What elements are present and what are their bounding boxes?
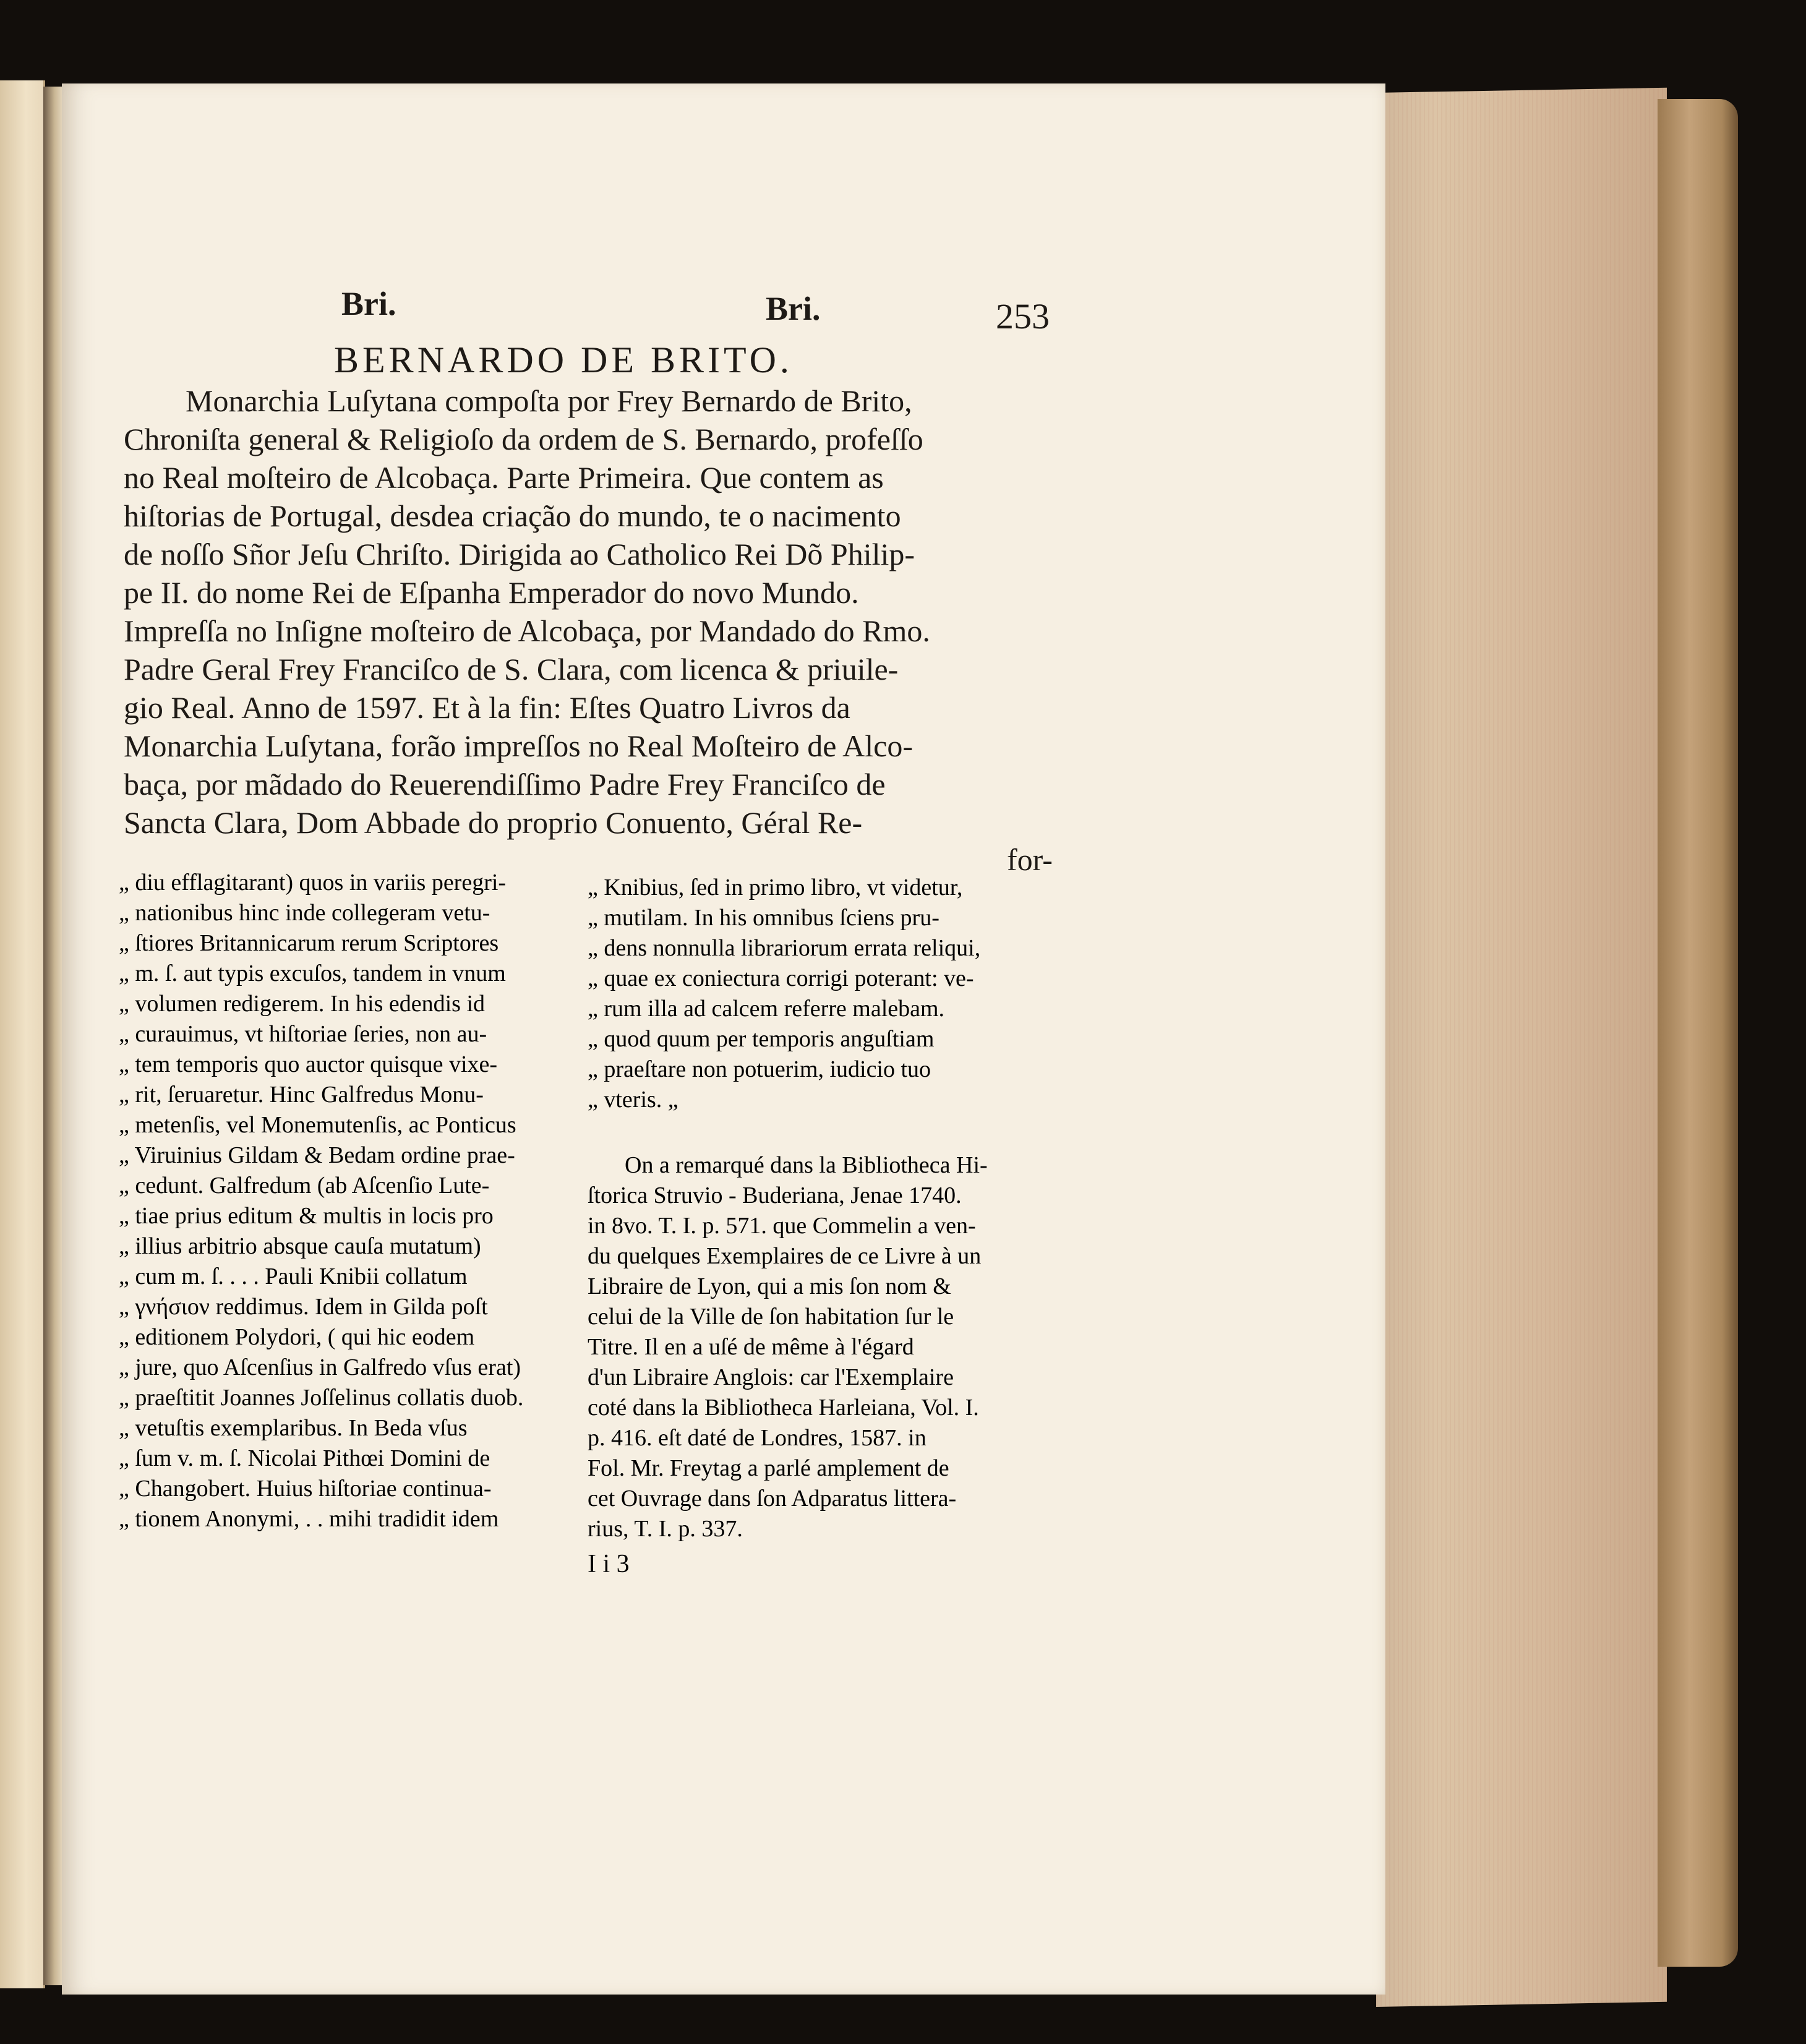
entry-line: Impreſſa no Inſigne moſteiro de Alcobaça, por Mandado do Rmo. [124, 614, 930, 648]
right-note-line: in 8vo. T. I. p. 571. que Commelin a ven- [588, 1213, 976, 1239]
left-column-line: „ jure, quo Aſcenſius in Galfredo vſus erat) [119, 1354, 521, 1380]
right-quote-line: „ vteris. „ [588, 1087, 678, 1113]
left-column-line: „ cedunt. Galfredum (ab Aſcenſio Lute- [119, 1173, 490, 1199]
left-column-line: „ praeſtitit Joannes Joſſelinus collatis duob. [119, 1385, 524, 1411]
left-column-line: „ curauimus, vt hiſtoriae ſeries, non au- [119, 1021, 487, 1047]
entry-line: Padre Geral Frey Franciſco de S. Clara, com licenca & priuile- [124, 652, 899, 686]
left-column-line: „ cum m. ſ. . . . Pauli Knibii collatum [119, 1264, 468, 1289]
entry-line: gio Real. Anno de 1597. Et à la fin: Eſtes Quatro Livros da [124, 690, 850, 725]
left-column-line: „ Viruinius Gildam & Bedam ordine prae- [119, 1142, 515, 1168]
entry-line: for- [1007, 842, 1053, 877]
left-column-line: „ tionem Anonymi, . . mihi tradidit idem [119, 1506, 499, 1532]
right-note-line: d'un Libraire Anglois: car l'Exemplaire [588, 1364, 954, 1390]
left-column-line: „ tiae prius editum & multis in locis pro [119, 1203, 494, 1229]
left-column-line: „ metenſis, vel Monemutenſis, ac Ponticus [119, 1112, 516, 1138]
right-quote-line: „ quod quum per temporis anguſtiam [588, 1026, 935, 1052]
left-column-line: „ tem temporis quo auctor quisque vixe- [119, 1051, 498, 1077]
running-head-center: Bri. [766, 290, 821, 327]
right-note-line: cet Ouvrage dans ſon Adparatus littera- [588, 1486, 957, 1512]
right-note-line: ſtorica Struvio - Buderiana, Jenae 1740. [588, 1182, 962, 1208]
entry-line: baça, por mãdado do Reuerendiſſimo Padre Frey Franciſco de [124, 767, 886, 802]
left-column-line: „ Changobert. Huius hiſtoriae continua- [119, 1476, 492, 1502]
right-note-line: On a remarqué dans la Bibliotheca Hi- [625, 1152, 988, 1178]
right-note-line: du quelques Exemplaires de ce Livre à un [588, 1243, 982, 1269]
left-column-line: „ rit, ſeruaretur. Hinc Galfredus Monu- [119, 1082, 484, 1108]
left-column-line: „ nationibus hinc inde collegeram vetu- [119, 900, 490, 926]
right-quote-line: „ rum illa ad calcem referre malebam. [588, 996, 945, 1022]
left-column-line: „ editionem Polydori, ( qui hic eodem [119, 1324, 475, 1350]
entry-line: Monarchia Luſytana, forão impreſſos no Real Moſteiro de Alco- [124, 729, 914, 763]
entry-line: no Real moſteiro de Alcobaça. Parte Primeira. Que contem as [124, 460, 884, 495]
entry-line: Sancta Clara, Dom Abbade do proprio Conuento, Géral Re- [124, 805, 863, 840]
right-note-line: coté dans la Bibliotheca Harleiana, Vol. I. [588, 1395, 979, 1421]
right-quote-line: „ quae ex coniectura corrigi poterant: ve- [588, 965, 974, 991]
left-column-line: „ vetuſtis exemplaribus. In Beda vſus [119, 1415, 468, 1441]
page-number: 253 [996, 296, 1050, 336]
running-head-left: Bri. [341, 285, 396, 322]
left-column-line: „ γνήσιον reddimus. Idem in Gilda poſt [119, 1294, 488, 1320]
right-quote-line: „ Knibius, ſed in primo libro, vt videtur, [588, 874, 963, 900]
entry-line: Chroniſta general & Religioſo da ordem de S. Bernardo, profeſſo [124, 422, 923, 456]
right-note-line: celui de la Ville de ſon habitation ſur le [588, 1304, 954, 1330]
entry-line: Monarchia Luſytana compoſta por Frey Bernardo de Brito, [186, 383, 912, 418]
page-fore-edge [1376, 88, 1667, 2007]
entry-title: BERNARDO DE BRITO. [334, 340, 793, 380]
right-quote-line: „ praeſtare non potuerim, iudicio tuo [588, 1056, 931, 1082]
book-cover-edge [1658, 99, 1738, 1967]
right-note-line: rius, T. I. p. 337. [588, 1516, 743, 1542]
left-column-line: „ diu efflagitarant) quos in variis peregri- [119, 870, 507, 896]
left-column-line: „ ſum v. m. ſ. Nicolai Pithœi Domini de [119, 1445, 490, 1471]
signature-mark: I i 3 [588, 1550, 630, 1578]
entry-line: pe II. do nome Rei de Eſpanha Emperador do novo Mundo. [124, 575, 859, 610]
left-column-line: „ illius arbitrio absque cauſa mutatum) [119, 1233, 481, 1259]
entry-line: de noſſo Sñor Jeſu Chriſto. Dirigida ao Catholico Rei Dõ Philip- [124, 537, 915, 571]
left-column-line: „ ſtiores Britannicarum rerum Scriptores [119, 930, 499, 956]
left-column-line: „ volumen redigerem. In his edendis id [119, 991, 486, 1017]
right-quote-line: „ mutilam. In his omnibus ſciens pru- [588, 905, 939, 931]
right-quote-line: „ dens nonnulla librariorum errata reliqui, [588, 935, 981, 961]
right-note-line: Titre. Il en a uſé de même à l'égard [588, 1334, 914, 1360]
right-note-line: Fol. Mr. Freytag a parlé amplement de [588, 1455, 949, 1481]
entry-line: hiſtorias de Portugal, desdea criação do mundo, te o nacimento [124, 498, 901, 533]
left-column-line: „ m. ſ. aut typis excuſos, tandem in vnum [119, 960, 506, 986]
right-note-line: Libraire de Lyon, qui a mis ſon nom & [588, 1273, 951, 1299]
facing-page-edge [0, 80, 45, 1988]
right-note-line: p. 416. eſt daté de Londres, 1587. in [588, 1425, 927, 1451]
